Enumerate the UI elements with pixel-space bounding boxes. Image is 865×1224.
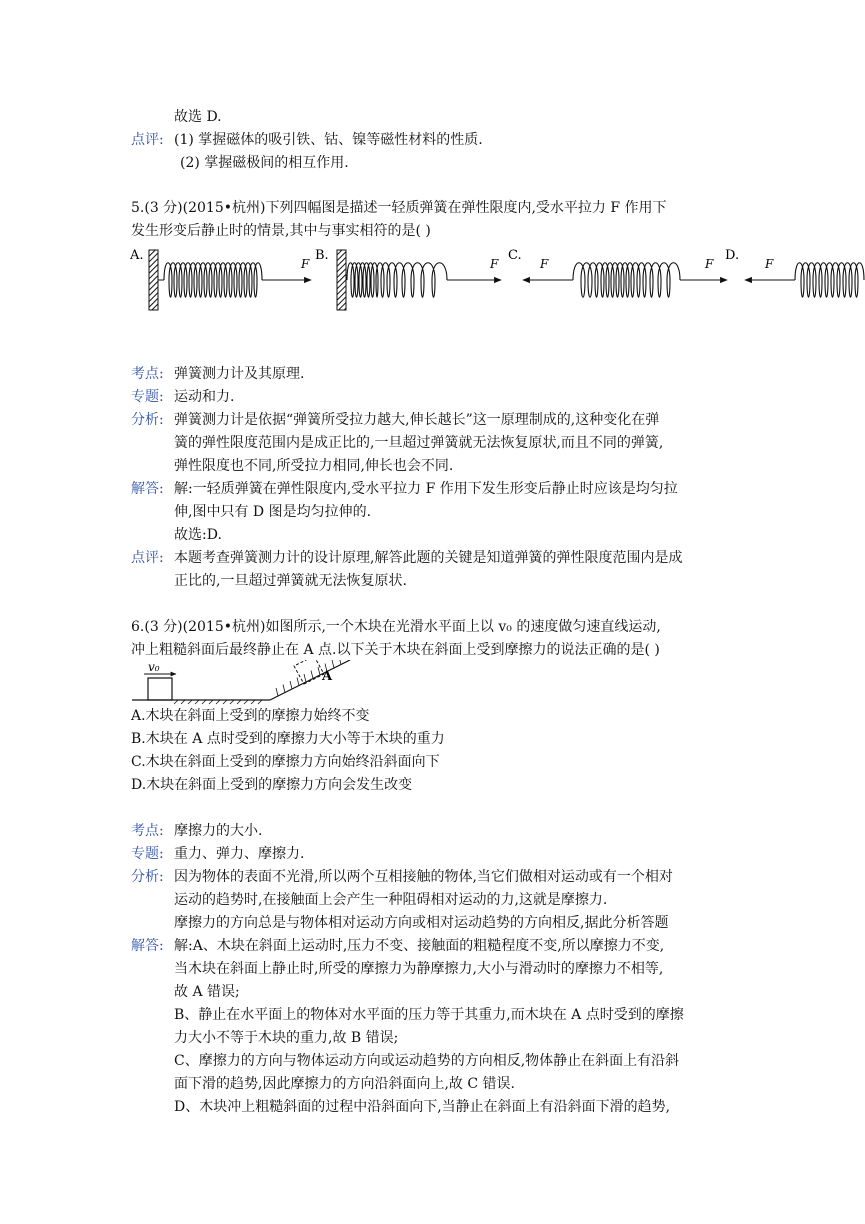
q6-jieda-8: D、木块冲上粗糙斜面的过程中沿斜面向下,当静止在斜面上有沿斜面下滑的趋势, — [174, 1099, 671, 1115]
q5-jieda-1: 解:一轻质弹簧在弹性限度内,受水平拉力 F 作用下发生形变后静止时应该是均匀拉 — [174, 481, 678, 497]
wall-a — [149, 250, 158, 310]
q6-kaodian: 摩擦力的大小. — [174, 823, 263, 839]
fig-label-c: C. — [508, 248, 522, 263]
spring-b — [347, 263, 447, 298]
q6-option-a: A.木块在斜面上受到的摩擦力始终不变 — [131, 708, 370, 724]
v0-label: v₀ — [148, 660, 160, 674]
fig-label-d: D. — [725, 248, 740, 263]
conclusion-text: 故选 D. — [174, 109, 222, 125]
incline-line — [270, 660, 350, 700]
q5-jieda-3: 故选:D. — [174, 527, 222, 543]
fig-label-b: B. — [315, 248, 329, 263]
fig-label-a: A. — [130, 248, 144, 263]
q6-jieda-7: 面下滑的趋势,因此摩擦力的方向沿斜面向上,故 C 错误. — [174, 1076, 515, 1092]
q6-jieda-6: C、摩擦力的方向与物体运动方向或运动趋势的方向相反,物体静止在斜面上有沿斜 — [174, 1053, 680, 1069]
q5-fenxi-3: 弹性限度也不同,所受拉力相同,伸长也会不同. — [174, 458, 454, 474]
force-label-c-left: F — [540, 257, 549, 271]
point-a-label: A — [322, 669, 333, 684]
wall-b — [337, 250, 346, 310]
comment-line-1: (1) 掌握磁体的吸引铁、钴、镍等磁性材料的性质. — [174, 132, 483, 148]
q6-jieda-label: 解答: — [131, 938, 164, 954]
comment-line-2: (2) 掌握磁极间的相互作用. — [180, 155, 349, 171]
force-label-a: F — [301, 257, 310, 271]
spring-c — [573, 263, 680, 298]
force-label-b: F — [490, 257, 499, 271]
force-label-c-right: F — [705, 257, 714, 271]
q5-fenxi-1: 弹簧测力计是依据“弹簧所受拉力越大,伸长越长”这一原理制成的,这种变化在弹 — [174, 412, 660, 428]
q6-jieda-4: B、静止在水平面上的物体对水平面的压力等于其重力,而木块在 A 点时受到的摩擦 — [174, 1007, 684, 1023]
comment-label: 点评: — [131, 132, 164, 148]
q5-fenxi-label: 分析: — [131, 412, 164, 428]
q6-jieda-2: 当木块在斜面上静止时,所受的摩擦力为静摩擦力,大小与滑动时的摩擦力不相等, — [174, 961, 664, 977]
q5-zhuanti-label: 专题: — [131, 389, 164, 405]
q6-fenxi-2: 运动的趋势时,在接触面上会产生一种阻碍相对运动的力,这就是摩擦力. — [174, 892, 608, 908]
q6-fenxi-3: 摩擦力的方向总是与物体相对运动方向或相对运动趋势的方向相反,据此分析答题 — [174, 915, 669, 931]
wood-block — [148, 678, 172, 700]
spring-d — [795, 263, 864, 298]
q5-dianping-label: 点评: — [131, 550, 164, 566]
q5-fenxi-2: 簧的弹性限度范围内是成正比的,一旦超过弹簧就无法恢复原状,而且不同的弹簧, — [174, 435, 664, 451]
spring-a — [164, 263, 262, 298]
q6-incline-figure — [128, 660, 368, 710]
q6-option-b: B.木块在 A 点时受到的摩擦力大小等于木块的重力 — [131, 731, 445, 747]
q6-fenxi-label: 分析: — [131, 869, 164, 885]
q6-zhuanti-label: 专题: — [131, 846, 164, 862]
q5-kaodian-label: 考点: — [131, 366, 164, 382]
q6-jieda-1: 解:A、木块在斜面上运动时,压力不变、接触面的粗糙程度不变,所以摩擦力不变, — [174, 938, 665, 954]
q5-spring-figure — [125, 240, 865, 320]
q5-jieda-label: 解答: — [131, 481, 164, 497]
q6-zhuanti: 重力、弹力、摩擦力. — [174, 846, 305, 862]
q6-fenxi-1: 因为物体的表面不光滑,所以两个互相接触的物体,当它们做相对运动或有一个相对 — [174, 869, 673, 885]
q5-zhuanti: 运动和力. — [174, 389, 235, 405]
q6-option-c: C.木块在斜面上受到的摩擦力方向始终沿斜面向下 — [131, 754, 440, 770]
q5-dianping-1: 本题考查弹簧测力计的设计原理,解答此题的关键是知道弹簧的弹性限度范围内是成 — [174, 550, 683, 566]
q6-kaodian-label: 考点: — [131, 823, 164, 839]
q6-jieda-3: 故 A 错误; — [174, 984, 240, 1000]
q5-jieda-2: 伸,图中只有 D 图是均匀拉伸的. — [174, 504, 372, 520]
force-label-d: F — [765, 257, 774, 271]
q6-stem-line-1: 6.(3 分)(2015•杭州)如图所示,一个木块在光滑水平面上以 v₀ 的速度做匀速直线运动, — [131, 619, 661, 635]
q6-jieda-5: 力大小不等于木块的重力,故 B 错误; — [174, 1030, 399, 1046]
q5-kaodian: 弹簧测力计及其原理. — [174, 366, 305, 382]
q5-stem-line-2: 发生形变后静止时的情景,其中与事实相符的是( ) — [131, 223, 431, 239]
q6-stem-line-2: 冲上粗糙斜面后最终静止在 A 点.以下关于木块在斜面上受到摩擦力的说法正确的是( ) — [131, 642, 660, 658]
q6-option-d: D.木块在斜面上受到的摩擦力方向会发生改变 — [131, 777, 413, 793]
q5-dianping-2: 正比的,一旦超过弹簧就无法恢复原状. — [174, 573, 407, 589]
q5-stem-line-1: 5.(3 分)(2015•杭州)下列四幅图是描述一轻质弹簧在弹性限度内,受水平拉力 F 作用下 — [131, 200, 667, 216]
